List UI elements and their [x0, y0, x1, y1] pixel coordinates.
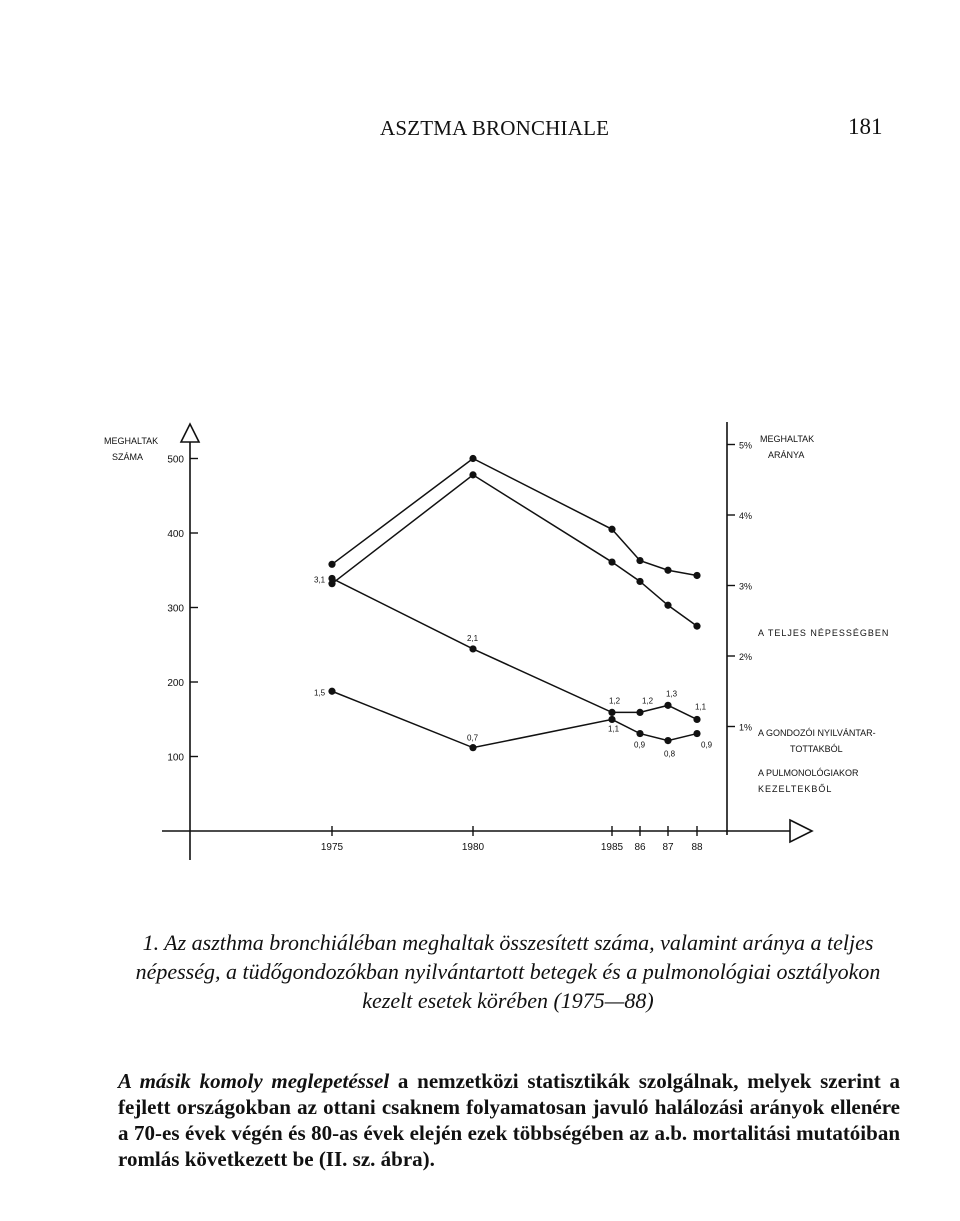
legend-gondozoi-2: TOTTAKBÓL: [790, 744, 843, 754]
left-axis-label-1: MEGHALTAK: [104, 436, 159, 446]
series-3-value-label-1980: 2,1: [467, 633, 479, 643]
right-tick-label-4: 4%: [739, 511, 753, 521]
series-3-value-label-1986: 1,2: [642, 696, 654, 706]
body-rest: a nemzetközi statisztikák szolgálnak, melyek szerint a fejlett országokban az ottani csaknem folyamatosan javuló halálozási arányok ellenére a 70-es évek végén és 80-as évek elején ezek többségében az a.b. mortalitási mutatóiban romlás következett be (II. sz. ábra).: [118, 1069, 900, 1171]
series-4-value-label-1980: 0,7: [467, 733, 479, 743]
series-3-value-label-1985: 1,2: [609, 696, 621, 706]
legend-pulmonologiai-2: KEZELTEKBŐL: [758, 784, 833, 794]
right-axis-label-1: MEGHALTAK: [760, 434, 815, 444]
series-4-point-1980: [469, 744, 476, 751]
series-3-value-label-1988: 1,1: [695, 702, 707, 712]
left-tick-label-400: 400: [167, 529, 184, 540]
series-3-value-label-1987: 1,3: [666, 689, 678, 699]
mortality-chart: [0, 380, 960, 920]
series-4-point-1988: [693, 730, 700, 737]
series-3-point-1975: [328, 575, 335, 582]
series-1-point-1985: [608, 526, 615, 533]
series-4-value-label-1987: 0,8: [664, 749, 676, 759]
series-3-value-label-1975: 3,1: [314, 575, 326, 585]
left-tick-label-300: 300: [167, 603, 184, 615]
left-tick-label-500: 500: [167, 454, 184, 466]
series-1-point-1986: [636, 557, 643, 564]
left-axis-arrow: [181, 424, 199, 442]
legend-gondozoi-1: A GONDOZÓI NYILVÁNTAR-: [758, 728, 876, 738]
legend-pulmonologiai-1: A PULMONOLÓGIAKOR: [758, 768, 859, 778]
right-tick-label-2: 2%: [739, 652, 753, 662]
right-axis-label-2: ARÁNYA: [768, 450, 805, 460]
right-tick-label-5: 5%: [739, 440, 753, 451]
page-number: 181: [848, 114, 883, 139]
series-4-value-label-1988: 0,9: [701, 740, 713, 750]
series-2-point-1985: [608, 558, 615, 565]
series-4-point-1986: [636, 730, 643, 737]
legend-teljes: A TELJES NÉPESSÉGBEN: [758, 628, 890, 638]
series-4-point-1985: [608, 716, 615, 723]
x-tick-label-1986: 86: [634, 842, 646, 853]
x-tick-label-1988: 88: [691, 842, 703, 853]
series-2-point-1988: [693, 623, 700, 630]
body-paragraph: [118, 1068, 900, 1172]
series-3-point-1985: [608, 709, 615, 716]
x-tick-label-1975: 1975: [320, 842, 344, 853]
series-4-point-1975: [328, 688, 335, 695]
left-tick-label-100: 100: [167, 752, 184, 764]
series-3-point-1980: [469, 645, 476, 652]
page-header-title: ASZTMA BRONCHIALE: [380, 116, 610, 140]
series-2-line: [332, 475, 697, 626]
series-2-point-1980: [469, 471, 476, 478]
x-tick-label-1987: 87: [662, 842, 674, 853]
series-3-point-1986: [636, 709, 643, 716]
series-1-point-1988: [693, 572, 700, 579]
x-axis-arrow: [790, 820, 812, 842]
left-tick-label-200: 200: [167, 678, 184, 689]
x-tick-label-1985: 1985: [600, 842, 624, 853]
right-tick-label-3: 3%: [739, 581, 753, 592]
right-tick-label-1: 1%: [739, 722, 753, 733]
series-4-value-label-1985: 1,1: [608, 724, 620, 734]
series-1-point-1987: [664, 567, 671, 574]
series-2-point-1987: [664, 602, 671, 609]
series-1-point-1975: [328, 561, 335, 568]
series-2-point-1986: [636, 578, 643, 585]
series-3-point-1988: [693, 716, 700, 723]
series-3-point-1987: [664, 702, 671, 709]
body-lead: A másik komoly meglepetéssel: [118, 1069, 390, 1093]
figure-caption: 1. Az aszthma bronchiáléban meghaltak összesített száma, valamint aránya a teljes népesség, a tüdőgondozókban nyilvántartott betegek és a pulmonológiai osztályokon kezelt esetek körében (1975—88): [135, 930, 881, 1013]
series-1-point-1980: [469, 455, 476, 462]
series-4-point-1987: [664, 737, 671, 744]
series-4-value-label-1975: 1,5: [314, 688, 326, 698]
x-tick-label-1980: 1980: [461, 842, 485, 853]
series-4-value-label-1986: 0,9: [634, 740, 646, 750]
left-axis-label-2: SZÁMA: [112, 452, 144, 462]
